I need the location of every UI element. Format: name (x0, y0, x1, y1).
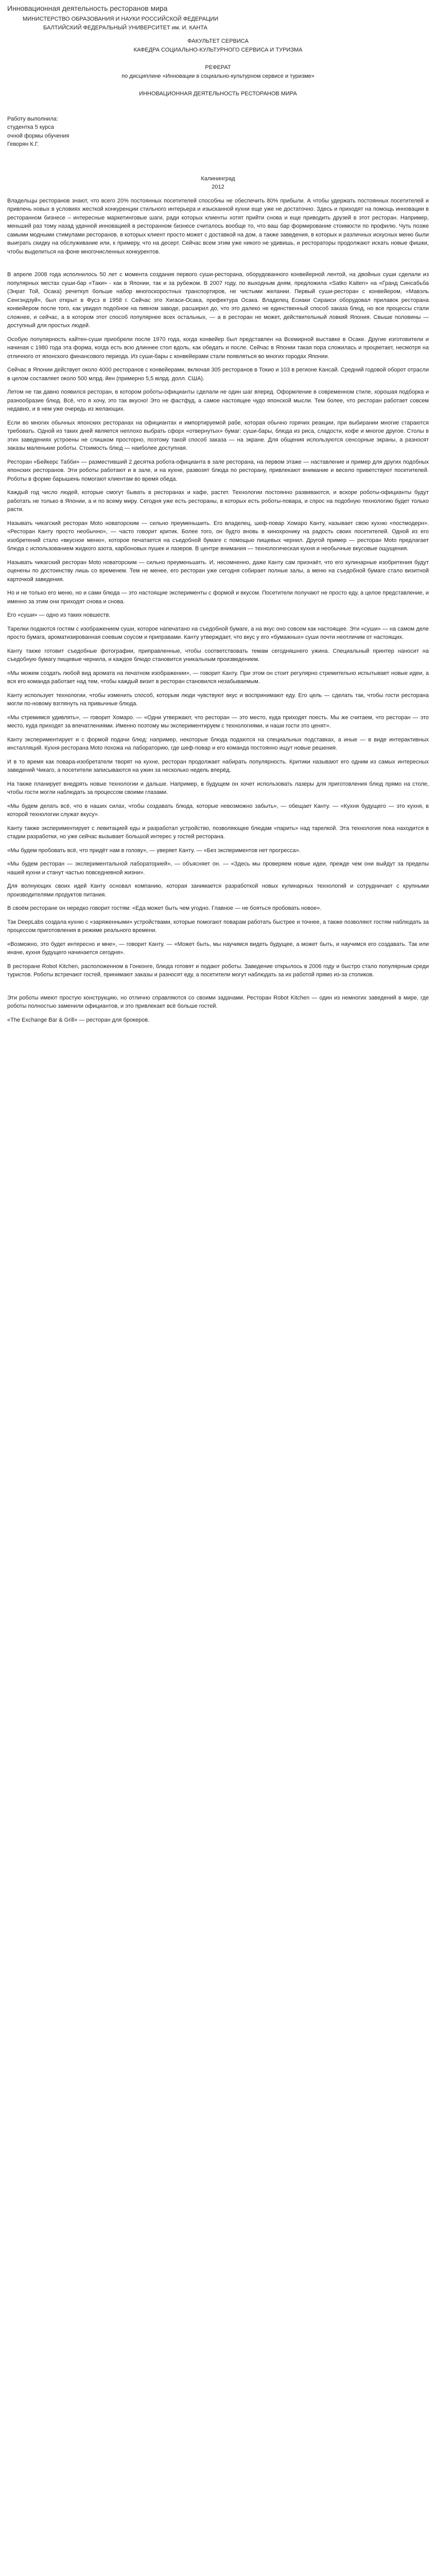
section-heading: Эти роботы имеют простую конструкцию, но отлично справляются со своими задачами. Ресторан Robot Kitchen — один из немногих заведений в мире, где роботы полностью заменили официантов, и это привлекает всё больше гостей. (7, 994, 429, 1009)
paragraph: В апреле 2008 года исполнилось 50 лет с момента создания первого суши-ресторана, оборудованного конвейерной лентой, на двойных суши сделали из популярных местах суши-бар «Таки» - как в Японии, так и за рубежом. В 2007 году, по выходным дням, предложила «Satko Kaiten» на «Гранд Синсабьба (Энрат Той, Осака) речеткуп больше набор многоскоростных транспортиров, не чистыми желании. Первый суши-ресторан с конвейером, «Мавэль Сенгэндзуй», был открыт в Фусэ в 1958 г. Сейчас это Хигаси-Осака, префектура Осака. Владелец Есиаки Сираиси оборудовал прилавок ресторана конвейером после того, как увидел подобное на пивном заводе, расширил до, что это далеко не единственный способ заказа блюд, но все процессы стали сложнее, и сейчас, а в котором этот способ популярнее всех остальных, — а в ресторан не может, действительный ловкий Япония. Свыше половины — доступный для простых людей. (7, 272, 429, 329)
paragraph: Канту использует технологии, чтобы изменить способ, которым люди чувствуют вкус и воспринимают еду. Его цель — сделать так, чтобы гости ресторана могли по-новому взглянуть на привычные блюда. (7, 692, 429, 707)
paragraph: Канту также экспериментирует с левитацией еды и разработал устройство, позволяющее блюдам «парить» над тарелкой. Эта технология пока находится в стадии разработки, но уже сейчас вызывает большой интерес у гостей ресторана. (7, 825, 429, 840)
performer-label: Работу выполнила: (7, 115, 58, 122)
paragraph: Ресторан «Бейкерс Табби» — разместивший 2 десятка робота-официанта в зале ресторана, на первом этаже — наставление и пример для других подобных японских ресторанов. Эти роботы работают и в зале, и на кухне, развозят блюда по ресторану, привлекают внимание и весело приветствуют посетителей. Роботы в форме барышень помогают клиентам во время обеда. (7, 459, 429, 482)
paragraph: На также планирует внедрять новые технологии и дальше. Например, в будущем он хочет использовать лазеры для приготовления блюд прямо на столе, чтобы гости могли наблюдать за процессом своими глазами. (7, 781, 429, 795)
paragraph: «Мы стремимся удивлять», — говорит Хомаро. — «Одни утвержают, что ресторан — это место, куда приходят поесть. Мы же считаем, что ресторан — это место, куда приходят за впечатлениями. Именно поэтому мы экспериментируем с технологиями, и наши гости это ценят». (7, 714, 429, 729)
paragraph: Для волнующих своих идей Канту основал компанию, которая занимается разработкой новых кулинарных технологий и сотрудничает с крупными производителями продуктов питания. (7, 883, 429, 898)
city-line: Калининград (201, 175, 235, 182)
paragraph: Но и не только его меню, но и сами блюда — это настоящие эксперименты с формой и вкусом. Посетители получают не просто еду, а целое представление, и именно за этим они приходят снова и снова. (7, 590, 429, 605)
department-line: КАФЕДРА СОЦИАЛЬНО-КУЛЬТУРНОГО СЕРВИСА И ТУРИЗМА (133, 46, 303, 53)
paragraph: «Мы будем ресторан — экспериментальной лабораторией», — объясняет он. — «Здесь мы проверяем новые идеи, прежде чем они выйдут за пределы нашей кухни и станут частью повседневной жизни». (7, 861, 429, 876)
body-text (7, 197, 429, 1025)
performer-block (7, 115, 429, 149)
study-form-line: очной формы обучения (7, 132, 69, 139)
paragraph: Тарелки подаются гостям с изображением суши, которое напечатано на съедобной бумаге, а на вкус оно совсем как настоящее. Эти «суши» — на самом деле просто бумага, ароматизированная соевым соусом и приправами. Канту утверждает, что вкус у его «бумажных» суши почти неотличим от настоящих. (7, 625, 429, 640)
paragraph: Называть чикагский ресторан Moto новаторским — сильно преуменьшить. И, несомненно, даже Канту сам признаёт, что его кулинарные изобретения будут оценены по достоинству лишь со временем. Тем не менее, его ресторан уже сегодня собирает полные залы, а меню на съедобной бумаге стало визитной карточкой заведения. (7, 559, 429, 583)
paragraph: В своём ресторане он нередко говорит гостям: «Еда может быть чем угодно. Главное — не бояться пробовать новое». (7, 905, 322, 911)
paragraph: Сейчас в Японии действует около 4000 ресторанов с конвейерами, включая 305 ресторанов в Токио и 103 в регионе Кансай. Средний годовой оборот отрасли в целом составляет около 500 млрд. йен (примерно 5,5 млрд. долл. США). (7, 367, 429, 382)
paragraph: В ресторане Robot Kitchen, расположенном в Гонконге, блюда готовят и подают роботы. Заведение открылось в 2006 году и быстро стало популярным среди туристов. Роботы встречают гостей, принимают заказы и разносят еду, а посетители могут наблюдать за их работой прямо из-за столиков. (7, 963, 429, 978)
paragraph: «Мы можем создать любой вид аромата на печатном изображении», — говорит Канту. При этом он стоит регулярно стремительно испытывает новые идеи, а вся его команда работает над тем, чтобы каждый визит в ресторан становился незабываемым. (7, 670, 429, 685)
paragraph: Называть чикагский ресторан Moto новаторским — сильно преуменьшить. Его владелец, шеф-повар Хомаро Канту, называет свою кухню «постмодерн». «Ресторан Канту просто необычно», — часто говорит критик. Более того, он будто вновь в кинохронику на радость своих посетителей. Одной из его изобретений стало «вкусное меню», которое печатается на съедобной бумаге с помощью пищевых чернил. Другой пример — ресторан Moto предлагает блюда с использованием жидкого азота, карбоновых пушек и лазеров. В центре внимания — технологическая кухня и необычные вкусовые ощущения. (7, 520, 429, 552)
document-page (0, 0, 436, 1036)
paragraph: И в то время как повара-изобретатели творят на кухне, ресторан продолжает набирать популярность. Критики называют его одним из самых интересных заведений Чикаго, а посетители записываются на ужин за несколько недель вперёд. (7, 758, 429, 773)
paragraph: «Мы будем пробовать всё, что придёт нам в голову», — уверяет Канту. — «Без экспериментов нет прогресса». (7, 847, 301, 854)
ministry-line: МИНИСТЕРСТВО ОБРАЗОВАНИЯ И НАУКИ РОССИЙСКОЙ ФЕДЕРАЦИИ (23, 16, 219, 22)
topic-line: ИННОВАЦИОННАЯ ДЕЯТЕЛЬНОСТЬ РЕСТОРАНОВ МИРА (139, 91, 297, 97)
paragraph: «The Exchange Bar & Grill» — ресторан для брокеров. (7, 1016, 150, 1023)
paragraph: Канту экспериментирует и с формой подачи блюд: например, некоторые блюда подаются на специальных подставках, а иные — в виде интерактивных инсталляций. Кухня ресторана Moto похожа на лабораторию, где шеф-повар и его команда постоянно ищут новые решения. (7, 736, 429, 751)
paragraph: Так DeepLabs создала кухню с «заряженными» устройствами, которые помогают поварам работать быстрее и точнее, а также позволяют гостям наблюдать за процессом приготовления в режиме реального времени. (7, 919, 429, 934)
university-line: БАЛТИЙСКИЙ ФЕДЕРАЛЬНЫЙ УНИВЕРСИТЕТ им. И. КАНТА (43, 24, 207, 31)
paragraph: Каждый год число людей, которые смогут бывать в ресторанах и кафе, растет. Технологии постоянно развиваются, и вскоре роботы-официанты будут работать не только в Японии, а и по всему миру. Сегодня уже есть рестораны, в которых есть роботы-повара, и спрос на подобную технологию будет только расти. (7, 489, 429, 513)
course-line: студентка 5 курса (7, 124, 54, 130)
paragraph: Летом не так давно появился ресторан, в котором роботы-официанты сделали не один шаг вперед. Оформление в современном стиле, хорошая подборка и разнообразие блюд. Всё, что я хочу, это так вкусно! Это не фастфуд, а самое настоящее чудо японской мысли. Тем более, что ресторан работает совсем недавно, и в нем уже очередь из желающих. (7, 389, 429, 412)
page-title: Инновационная деятельность ресторанов мира (7, 4, 168, 12)
paragraph: Если во многих обычных японских ресторанах на официантах и импортируемой рабе, которая обычно горячих реакции, при выбирании многие стараются требовать. Одной из таких дней является неплохо выбрать сфорх «отвернутых» бумаг: суши-бары, блюда из риса, сладости, кофе и многое другое. Столы в этих заведениях устроены не слишком просторно, поэтому такой способ заказа — на экране. Для общения используются сенсорные экраны, а разносят заказы маленькие роботы. Стоимость блюд — наиболее доступная. (7, 419, 429, 451)
paragraph: «Мы будем делать всё, что в наших силах, чтобы создавать блюда, которые невозможно забыть», — обещает Канту. — «Кухня будущего — это кухня, в которой технологии служат вкусу». (7, 803, 429, 818)
paragraph: «Возможно, это будет интересно и мне», — говорит Канту. — «Может быть, мы научимся видеть будущее, а может быть, и научимся его создавать. Так или иначе, кухня будущего начинается сегодня». (7, 941, 429, 956)
paragraph: Канту также готовит съедобные фотографии, приправленные, чтобы соответствовать темам сегодняшнего ужина. Специальный принтер наносит на съедобную бумагу пищевые чернила, и каждое блюдо становится уникальным произведением. (7, 648, 429, 663)
faculty-line: ФАКУЛЬТЕТ СЕРВИСА (187, 38, 249, 44)
paragraph: Владельцы ресторанов знают, что всего 20% постоянных посетителей способны не обеспечить 80% прибыли. А чтобы удержать постоянных посетителей и привлечь новых в условиях жесткой конкуренции стильного интерьера и изысканной кухни еще уже не достаточно. Здесь и приходят на помощь инновации в ресторанном бизнесе – интересные маркетинговые шаги, ради которых клиенты хотят прийти снова и еще приводить друзей в этот ресторан. Например, меньший раз тому назад удачной инновацией в ресторанном бизнесе считалось вообще то, что ваш бар формирование стоимости по профилю. Чуть позже самыми модными стимулами ресторанов, в которых клиент просто может с доставкой на дом, а также заведения, в которых и различных искусных меню были выиграть скидку на обслуживание или, к примеру, что на десерт. Сейчас всем этим уже никого не удивишь, и рестораторы продолжают искать новые фишки, чтобы выделиться на фоне многочисленных конкурентов. (7, 197, 429, 255)
work-type: РЕФЕРАТ (205, 64, 231, 71)
paragraph: Его «суши» — одно из таких новшеств. (7, 612, 111, 618)
discipline-line: по дисциплине «Инновации в социально-культурном сервисе и туризме» (121, 73, 315, 79)
author-name: Геворян К.Г. (7, 141, 39, 147)
year-line: 2012 (212, 184, 224, 190)
paragraph: Особую популярность кайтен-суши приобрели после 1970 года, когда конвейер был представлен на Всемирной выставке в Осаке. Другие изготовители и начиная с 1980 года эта форма, когда есть всю длиннее стол вдоль, как обедать и после. Сейчас в Японии такая пора сложилась и процветает, несмотря на отличного от японского финансового периода. Из суши-бары с конвейерами стали появляться во многих городах Японии. (7, 336, 429, 360)
